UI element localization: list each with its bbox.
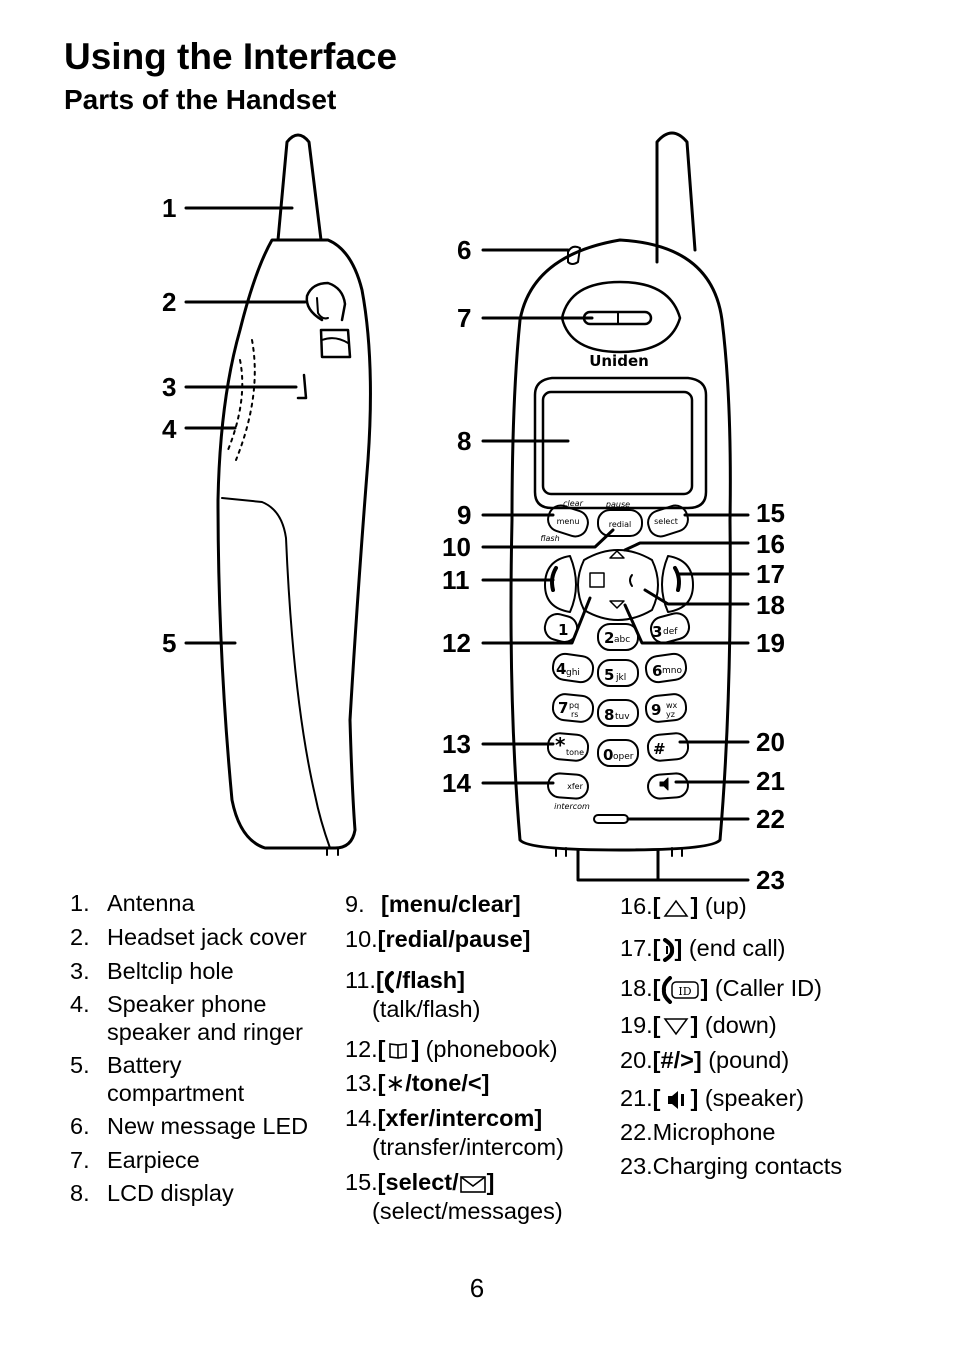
down-icon (610, 601, 624, 608)
callout-17: 17 (756, 559, 785, 589)
list-item: 6. New message LED (70, 1113, 309, 1139)
svg-text:wx: wx (666, 701, 678, 710)
callout-21: 21 (756, 766, 785, 796)
svg-text:tone: tone (566, 748, 585, 757)
list-item: 23.Charging contacts (620, 1153, 843, 1179)
list-item: 1. Antenna (70, 890, 195, 916)
callout-8: 8 (457, 426, 472, 456)
svg-text:tuv: tuv (615, 712, 630, 722)
svg-text:1: 1 (558, 621, 569, 639)
list-item: 19.[ ] (down) (620, 1012, 777, 1038)
page-number: 6 (469, 1273, 485, 1303)
speaker-key-icon (660, 778, 668, 790)
svg-text:abc: abc (614, 635, 631, 645)
svg-text:6: 6 (652, 662, 663, 680)
list-item: 7. Earpiece (70, 1147, 200, 1173)
list-item: 15.[select/ ] (345, 1169, 495, 1195)
svg-text:7: 7 (558, 699, 569, 717)
callout-15: 15 (756, 498, 785, 528)
list-item: 4. Speaker phone (70, 991, 267, 1017)
svg-text:jkl: jkl (616, 673, 627, 683)
end-call-icon (661, 938, 675, 962)
caller-id-icon (661, 976, 701, 1004)
phonebook-icon (386, 1041, 412, 1061)
svg-text:def: def (663, 627, 678, 637)
svg-text:8: 8 (604, 706, 615, 724)
callout-16: 16 (756, 529, 785, 559)
list-item: 10.[redial/pause] (345, 926, 531, 952)
callout-18: 18 (756, 590, 785, 620)
microphone (594, 815, 628, 823)
callout-4: 4 (162, 414, 177, 444)
lcd-display (543, 392, 692, 494)
svg-text:5: 5 (604, 666, 615, 684)
svg-text:2: 2 (604, 629, 615, 647)
list-item: 11.[ /flash] (345, 967, 465, 993)
handset-side-view (218, 135, 370, 855)
list-item: 5. Battery (70, 1052, 182, 1078)
svg-text:ID: ID (677, 985, 692, 998)
list-item-cont: compartment (107, 1080, 245, 1106)
svg-text:menu: menu (556, 517, 580, 526)
svg-text:redial: redial (608, 520, 632, 529)
callout-23: 23 (756, 865, 785, 895)
headset-jack-cover (307, 283, 350, 357)
down-arrow-icon (661, 1016, 691, 1038)
list-item: 22.Microphone (620, 1119, 776, 1145)
svg-text:select: select (654, 517, 678, 526)
speaker-icon (661, 1089, 691, 1111)
beltclip-hole (298, 375, 306, 398)
svg-text:9: 9 (651, 701, 662, 719)
svg-text:3: 3 (652, 623, 663, 641)
svg-text:pause: pause (605, 500, 631, 509)
speaker-grille (236, 340, 255, 460)
callout-7: 7 (457, 303, 472, 333)
list-item-desc: (select/messages) (372, 1198, 563, 1224)
envelope-icon (459, 1174, 487, 1194)
callout-10: 10 (442, 532, 471, 562)
svg-text:xfer: xfer (567, 782, 583, 791)
callout-19: 19 (756, 628, 785, 658)
svg-text:oper: oper (613, 752, 634, 762)
list-item-desc: (talk/flash) (372, 996, 481, 1022)
list-item: 20.[#/>] (pound) (620, 1047, 790, 1073)
section-subtitle: Parts of the Handset (64, 84, 337, 115)
svg-text:intercom: intercom (554, 802, 590, 811)
callout-1: 1 (162, 193, 177, 223)
list-item: 12.[ ] (phonebook) (345, 1036, 558, 1062)
up-icon (610, 551, 624, 558)
up-arrow-icon (661, 897, 691, 919)
svg-text:pq: pq (569, 701, 580, 710)
list-item: 16.[ ] (up) (620, 893, 747, 919)
svg-text:flash: flash (540, 534, 560, 543)
callout-20: 20 (756, 727, 785, 757)
callout-9: 9 (457, 500, 472, 530)
list-item: 14.[xfer/intercom] (345, 1105, 543, 1131)
caller-id-icon (630, 575, 632, 586)
list-item: 2. Headset jack cover (70, 924, 307, 950)
list-item: 9. [menu/clear] (345, 891, 521, 917)
list-item: 8. LCD display (70, 1180, 234, 1206)
callout-14: 14 (442, 768, 471, 798)
list-item: 17.[ ] (end call) (620, 935, 786, 961)
svg-text:clear: clear (563, 499, 583, 508)
callout-13: 13 (442, 729, 471, 759)
page-title: Using the Interface (64, 36, 398, 77)
callout-2: 2 (162, 287, 177, 317)
svg-text:0: 0 (603, 746, 614, 764)
star-icon: ∗ (385, 1070, 406, 1096)
list-item: 3. Beltclip hole (70, 958, 234, 984)
svg-text:rs: rs (571, 710, 579, 719)
antenna-side (278, 135, 321, 240)
list-item-desc: (transfer/intercom) (372, 1134, 564, 1160)
svg-text:4: 4 (556, 660, 567, 678)
charging-contacts-bracket (578, 850, 658, 880)
callout-12: 12 (442, 628, 471, 658)
battery-compartment (222, 498, 330, 848)
list-item: 13.[∗/tone/<] (345, 1070, 490, 1096)
callout-3: 3 (162, 372, 177, 402)
callout-6: 6 (457, 235, 472, 265)
talk-icon (384, 971, 396, 993)
brand-logo: Uniden (589, 352, 649, 370)
callout-22: 22 (756, 804, 785, 834)
callout-11: 11 (442, 565, 470, 595)
lcd-bezel (535, 378, 706, 508)
svg-text:yz: yz (666, 710, 675, 719)
svg-text:ghi: ghi (566, 668, 580, 678)
callout-5: 5 (162, 628, 177, 658)
svg-text:#: # (653, 740, 666, 758)
list-item: 21.[ ] (speaker) (620, 1085, 805, 1111)
list-item-cont: speaker and ringer (107, 1019, 303, 1045)
antenna-front (657, 133, 695, 262)
svg-text:*: * (555, 733, 566, 757)
phonebook-icon (590, 573, 604, 587)
svg-text:mno: mno (662, 666, 682, 676)
list-item: 18.[ ID ] (Caller ID) (620, 976, 822, 1004)
talk-key (545, 556, 576, 612)
